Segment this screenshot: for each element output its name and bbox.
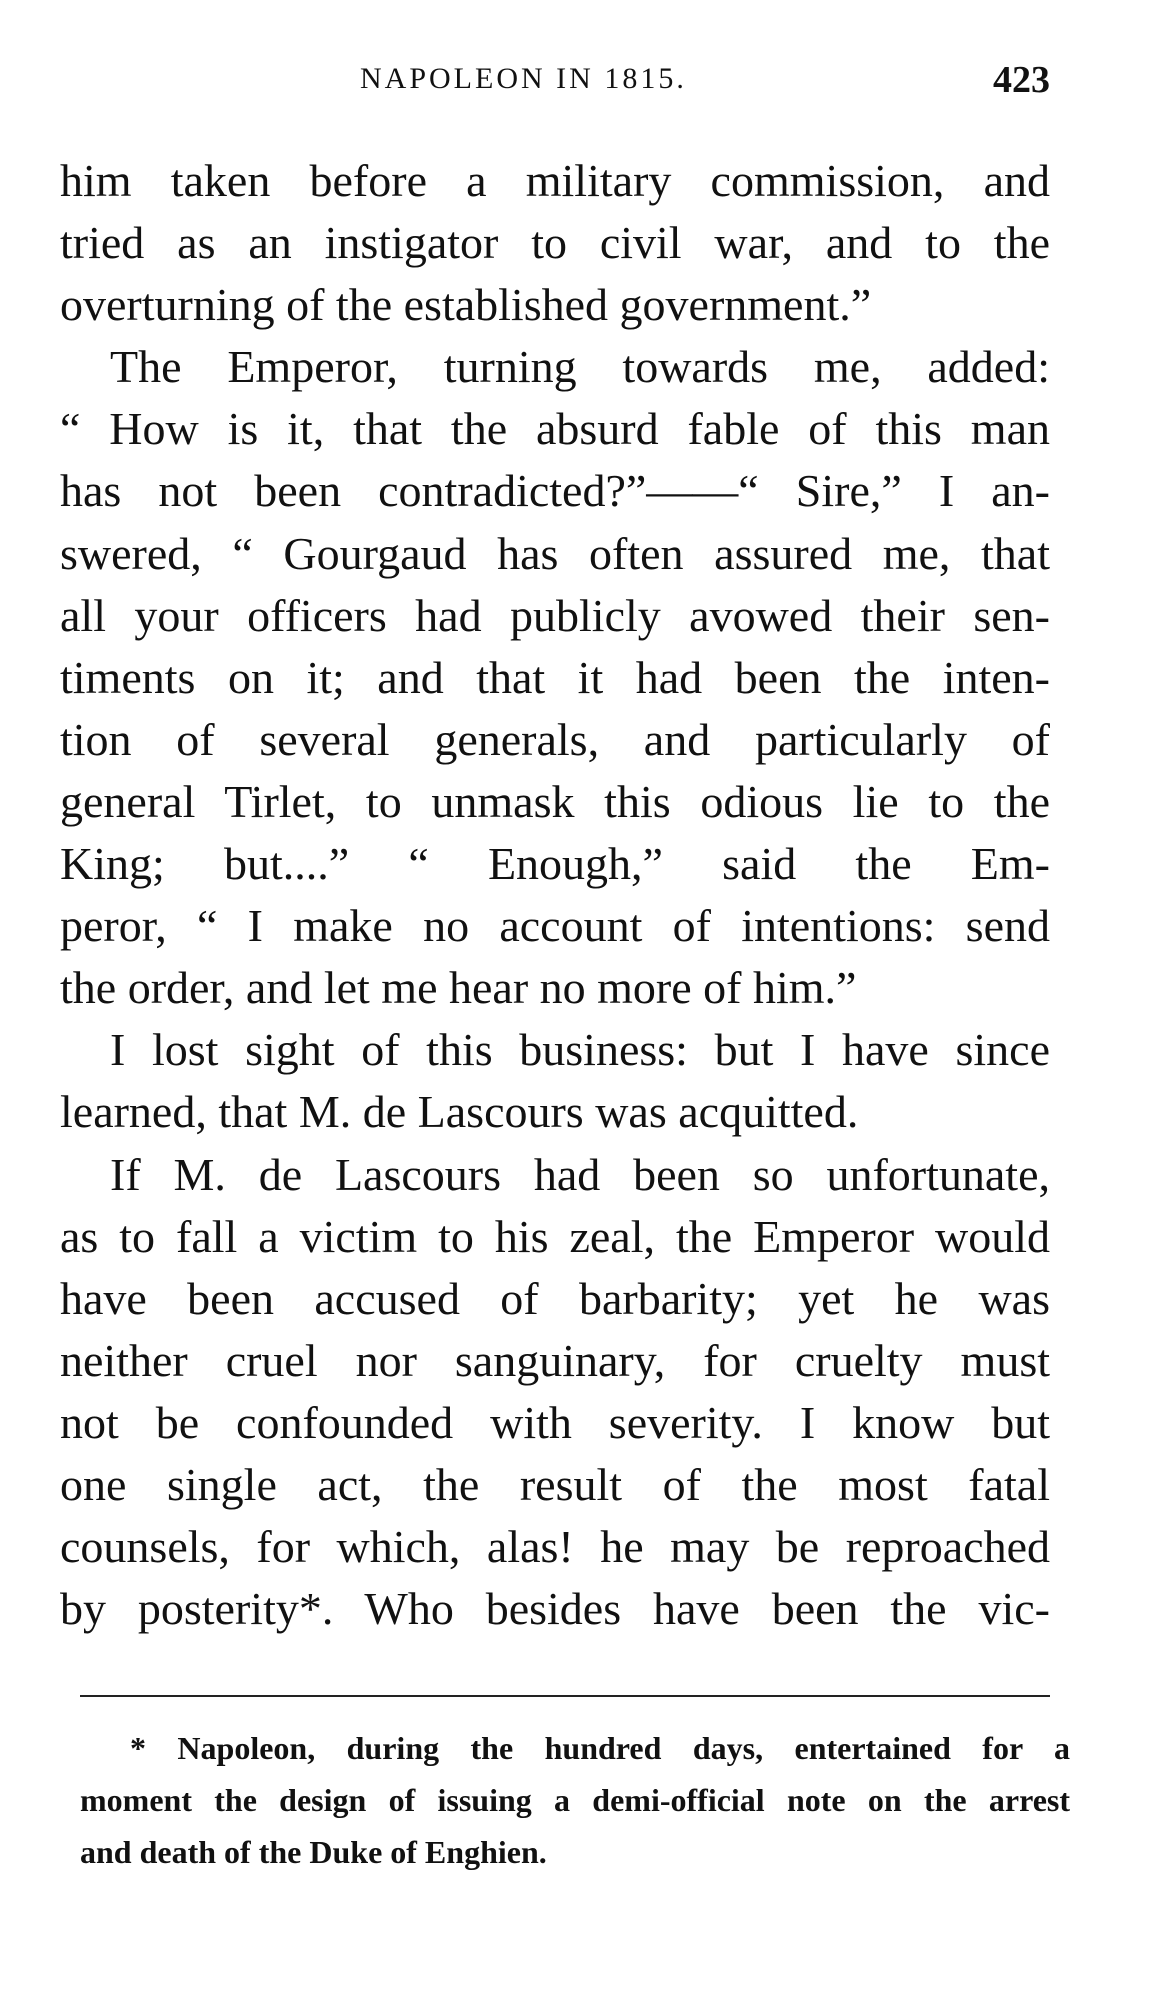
text-line: counsels, for which, alas! he may be reproached — [60, 1521, 1050, 1573]
text-line: “ How is it, that the absurd fable of this man — [60, 403, 1050, 455]
page-number: 423 — [993, 59, 1050, 101]
text-line: have been accused of barbarity; yet he was — [60, 1272, 1050, 1324]
text-line: The Emperor, turning towards me, added: — [110, 341, 1050, 393]
text-line: I lost sight of this business: but I have since — [110, 1024, 1050, 1076]
text-line: learned, that M. de Lascours was acquitted. — [60, 1086, 859, 1138]
footnote-line: and death of the Duke of Enghien. — [80, 1834, 547, 1870]
text-line: neither cruel nor sanguinary, for cruelty must — [60, 1334, 1050, 1386]
text-line: tion of several generals, and particularly of — [60, 713, 1050, 765]
text-line: tried as an instigator to civil war, and to the — [60, 217, 1050, 269]
text-line: peror, “ I make no account of intentions: send — [60, 900, 1050, 952]
text-line: swered, “ Gourgaud has often assured me, that — [60, 527, 1050, 579]
text-line: the order, and let me hear no more of him.” — [60, 962, 857, 1014]
text-line: timents on it; and that it had been the inten- — [60, 651, 1050, 703]
text-line: by posterity*. Who besides have been the vic- — [60, 1583, 1050, 1635]
footnote-line: moment the design of issuing a demi-official note on the arrest — [80, 1782, 1070, 1818]
footnote-rule — [80, 1695, 1050, 1697]
running-head — [60, 59, 1050, 122]
body-text — [60, 150, 1050, 1640]
footnote-line: * Napoleon, during the hundred days, entertained for a — [130, 1730, 1070, 1766]
text-line: not be confounded with severity. I know but — [60, 1396, 1050, 1448]
text-line: If M. de Lascours had been so unfortunate, — [110, 1148, 1050, 1200]
text-line: him taken before a military commission, and — [60, 155, 1050, 206]
text-line: overturning of the established government.” — [60, 279, 872, 331]
text-line: King; but....” “ Enough,” said the Em- — [60, 838, 1050, 890]
text-line: general Tirlet, to unmask this odious lie to the — [60, 775, 1050, 827]
text-line: has not been contradicted?”——“ Sire,” I an- — [60, 465, 1050, 517]
running-title: NAPOLEON IN 1815. — [360, 62, 687, 95]
text-line: as to fall a victim to his zeal, the Emperor would — [60, 1210, 1050, 1262]
text-line: all your officers had publicly avowed their sen- — [60, 589, 1050, 641]
footnote — [80, 1722, 1070, 1878]
text-line: one single act, the result of the most fatal — [60, 1458, 1050, 1510]
